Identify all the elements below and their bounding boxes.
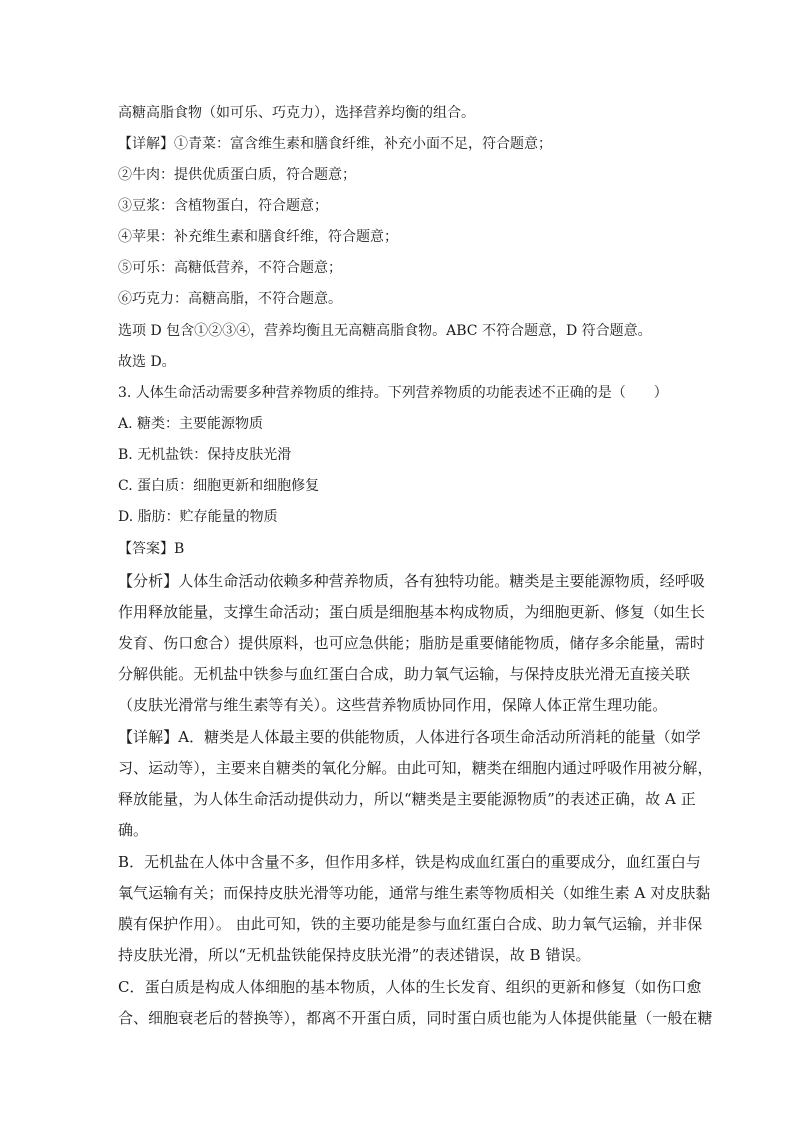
question-stem: 3. 人体生命活动需要多种营养物质的维持。下列营养物质的功能表述不正确的是（ ） [118, 385, 668, 401]
option-b: B. 无机盐铁：保持皮肤光滑 [118, 447, 292, 463]
analysis-line: 【分析】人体生命活动依赖多种营养物质，各有独特功能。糖类是主要能源物质，经呼吸 [118, 572, 705, 590]
detail-line: 膜有保护作用）。 由此可知，铁的主要功能是参与血红蛋白合成、助力氧气运输，并非保 [118, 915, 703, 933]
text-line: ⑥巧克力：高糖高脂，不符合题意。 [118, 291, 342, 307]
detail-line: 持皮肤光滑，所以“无机盐铁能保持皮肤光滑”的表述错误，故 B 错误。 [118, 946, 591, 964]
text-line: 高糖高脂食物（如可乐、巧克力），选择营养均衡的组合。 [118, 105, 475, 121]
analysis-line: 分解供能。无机盐中铁参与血红蛋白合成，助力氧气运输，与保持皮肤光滑无直接关联 [118, 665, 690, 683]
analysis-line: （皮肤光滑常与维生素等有关）。这些营养物质协同作用，保障人体正常生理功能。 [118, 696, 668, 714]
text-line: ⑤可乐：高糖低营养，不符合题意； [118, 260, 342, 276]
text-line: 【详解】①青菜：富含维生素和膳食纤维，补充小面不足，符合题意； [118, 136, 552, 152]
text-line: ③豆浆：含植物蛋白，符合题意； [118, 198, 328, 214]
detail-line: 释放能量，为人体生命活动提供动力，所以“糖类是主要能源物质”的表述正确，故 A 正 [118, 790, 696, 808]
detail-line: 习、运动等），主要来自糖类的氧化分解。由此可知，糖类在细胞内通过呼吸作用被分解， [118, 759, 713, 777]
analysis-line: 发育、伤口愈合）提供原料，也可应急供能；脂肪是重要储能物质，储存多余能量，需时 [118, 634, 705, 652]
final-answer-line: 故选 D。 [118, 354, 176, 370]
detail-line: 【详解】A．糖类是人体最主要的供能物质，人体进行各项生命活动所消耗的能量（如学 [118, 728, 701, 746]
detail-line: 氧气运输有关；而保持皮肤光滑等功能，通常与维生素等物质相关（如维生素 A 对皮肤黏 [118, 884, 711, 902]
answer-line: 【答案】B [118, 541, 185, 557]
analysis-line: 作用释放能量，支撑生命活动；蛋白质是细胞基本构成物质，为细胞更新、修复（如生长 [118, 603, 705, 621]
text-line: ④苹果：补充维生素和膳食纤维，符合题意； [118, 229, 398, 245]
option-d: D. 脂肪：贮存能量的物质 [118, 509, 278, 525]
detail-line: 合、细胞衰老后的替换等），都离不开蛋白质，同时蛋白质也能为人体提供能量（一般在糖 [118, 1009, 713, 1027]
option-a: A. 糖类：主要能源物质 [118, 416, 264, 432]
conclusion-line: 选项 D 包含①②③④，营养均衡且无高糖高脂食物。ABC 不符合题意，D 符合题意。 [118, 323, 652, 339]
text-line: ②牛肉：提供优质蛋白质，符合题意； [118, 167, 356, 183]
detail-line: B．无机盐在人体中含量不多，但作用多样，铁是构成血红蛋白的重要成分，血红蛋白与 [118, 853, 701, 871]
detail-line: 确。 [118, 821, 149, 839]
detail-line: C．蛋白质是构成人体细胞的基本物质，人体的生长发育、组织的更新和修复（如伤口愈 [118, 978, 702, 996]
option-c: C. 蛋白质：细胞更新和细胞修复 [118, 478, 320, 494]
